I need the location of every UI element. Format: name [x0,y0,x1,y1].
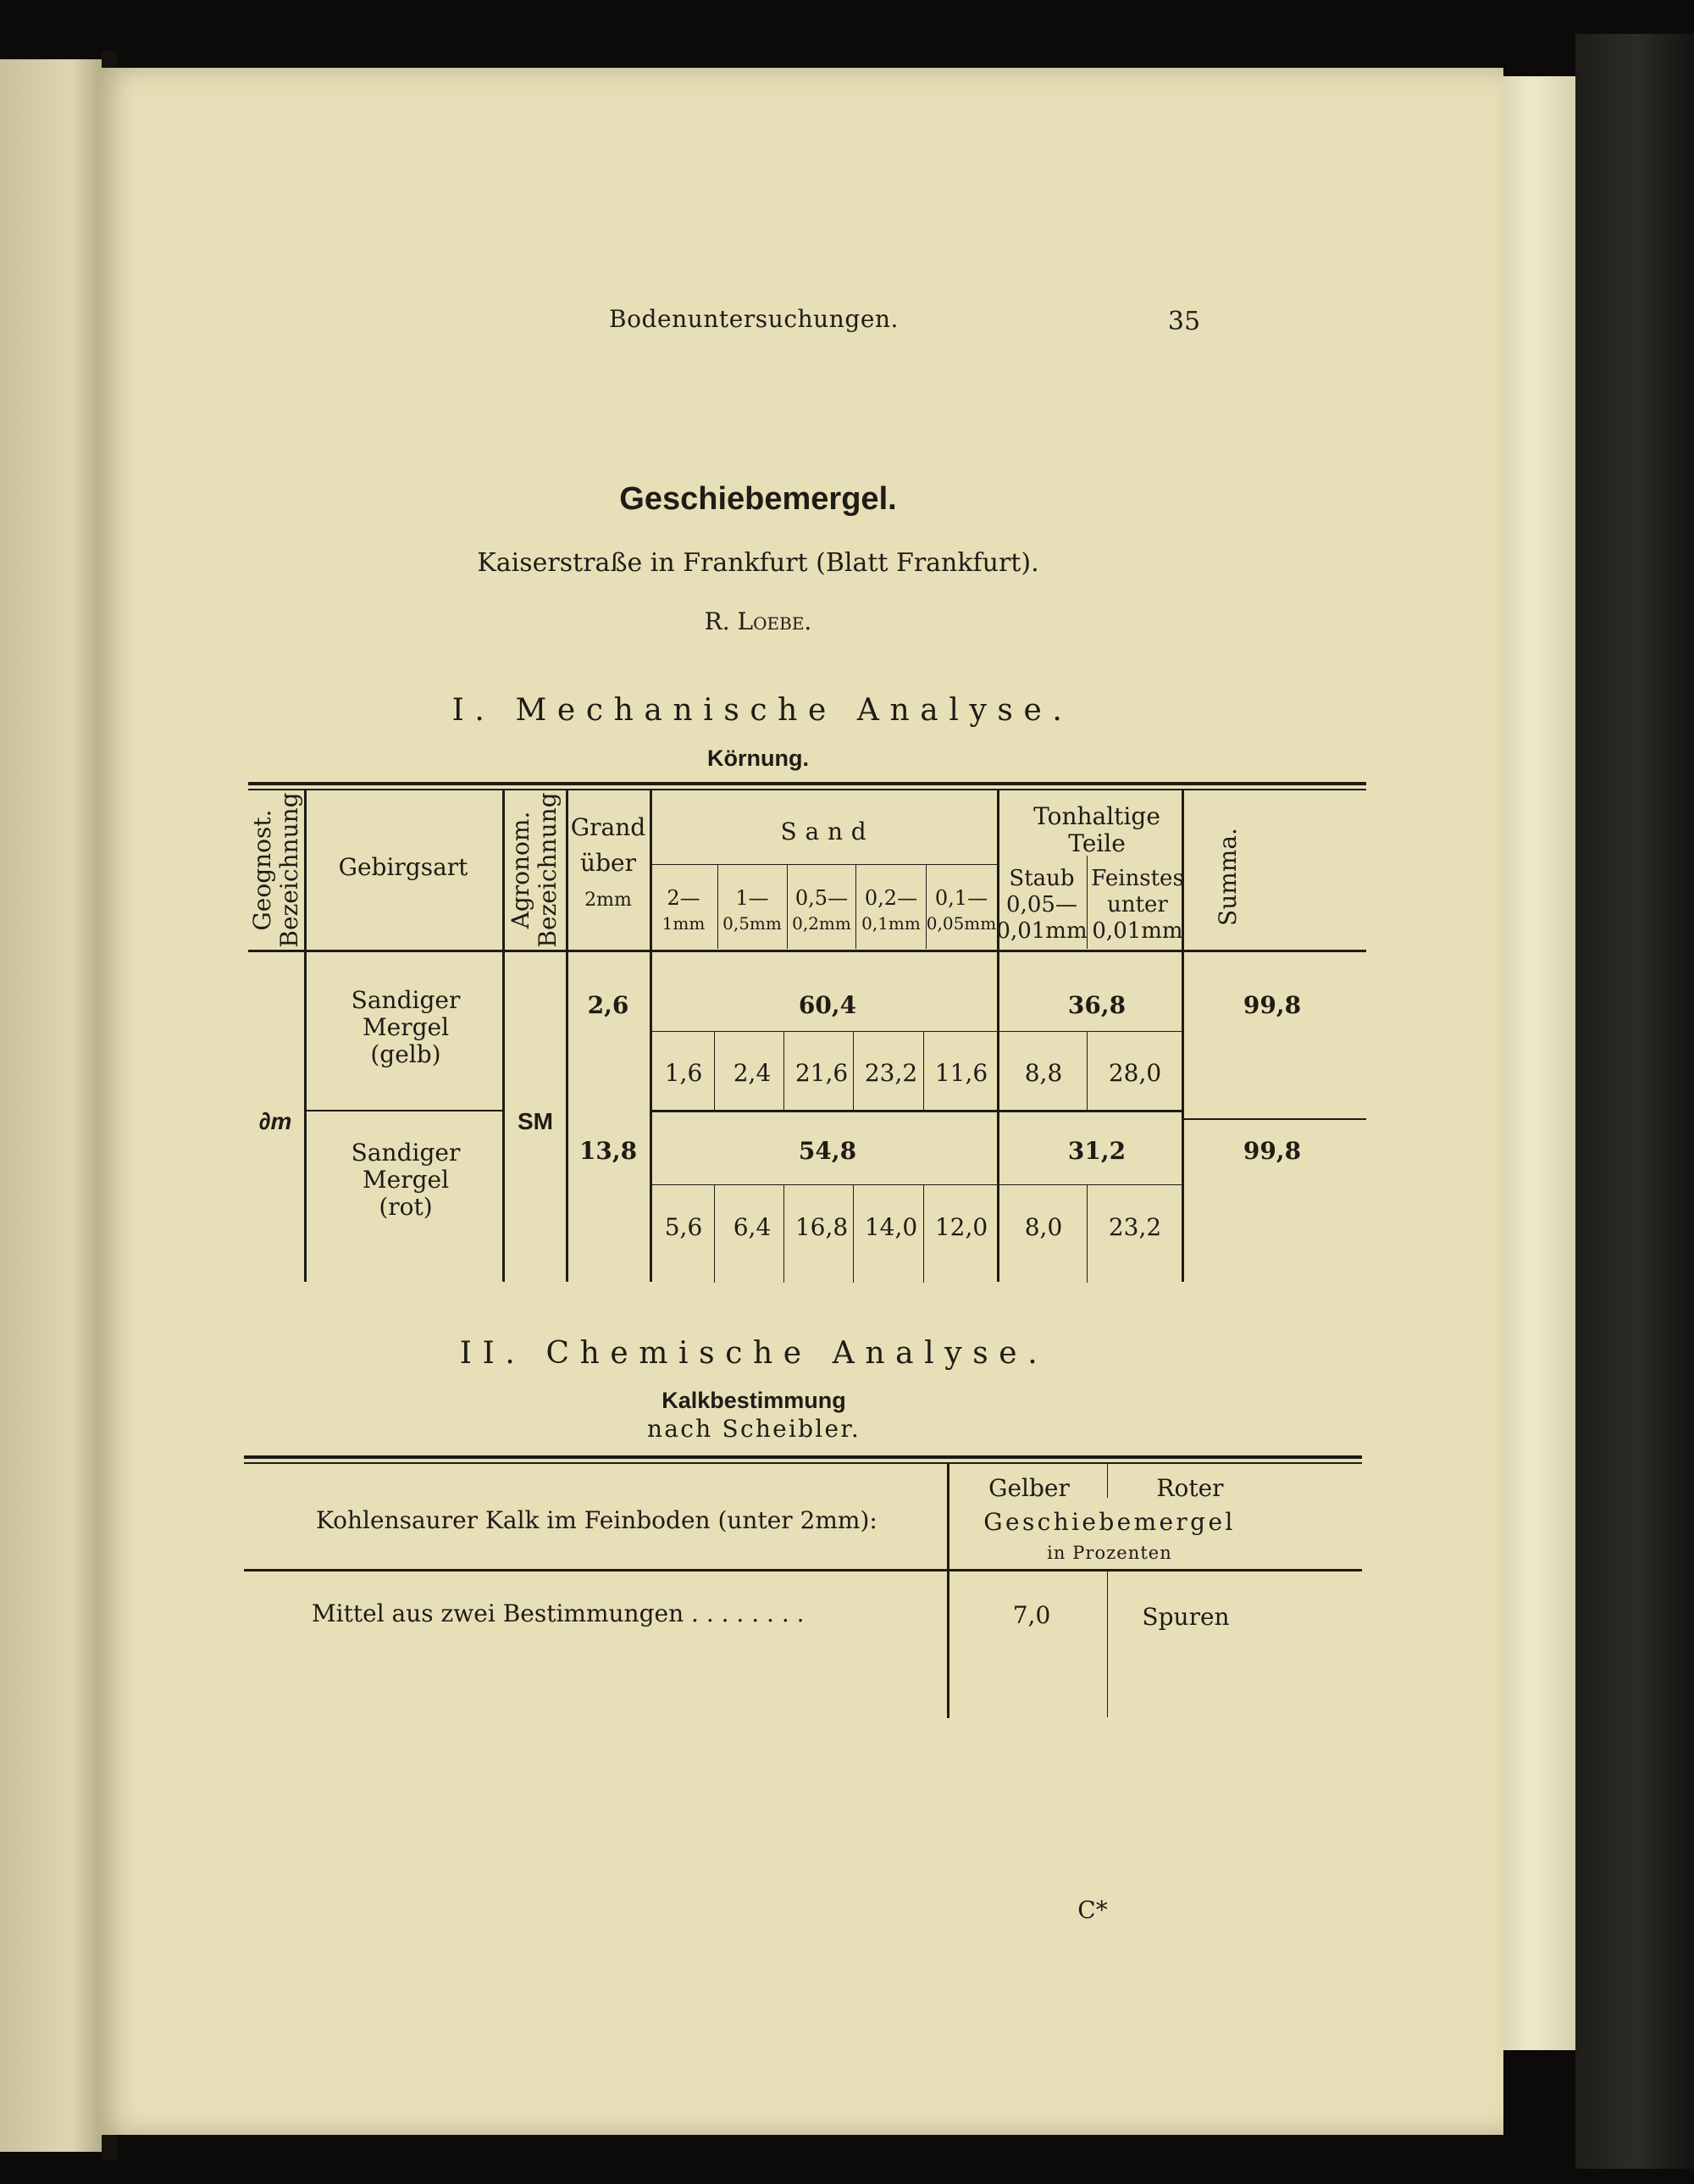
row2-sand-1: 5,6 [664,1213,703,1241]
row1-sand-total: 60,4 [798,991,857,1019]
row1-sand-1: 1,6 [664,1059,703,1087]
header-sand: Sand [780,818,875,845]
book-page [97,68,1503,2135]
row1-ton-total: 36,8 [1067,991,1127,1019]
value-gelber: 7,0 [1012,1601,1051,1629]
section-chemische-method: nach Scheibler. [646,1415,861,1443]
row2-sand-2: 6,4 [733,1213,772,1241]
row1-sand-4: 23,2 [864,1059,918,1087]
row1-sand-5: 11,6 [934,1059,988,1087]
row1-staub: 8,8 [1024,1059,1063,1087]
header-grand-ueber: über [580,849,636,877]
location-line: Kaiserstraße in Frankfurt (Blatt Frankfurt). [477,548,1039,578]
page-number: 35 [1167,307,1201,336]
header-sand-col-2: 1— 0,5mm [722,886,782,934]
header-summa: Summa. [1214,828,1242,926]
row2-sand-3: 16,8 [794,1213,849,1241]
header-sand-col-1: 2— 1mm [662,886,706,934]
row2-sand-4: 14,0 [864,1213,918,1241]
header-geognost: Geognost. Bezeichnung [248,792,303,948]
row2-gebirgsart: Sandiger Mergel (rot) [351,1139,461,1221]
left-page-edge [0,59,102,2152]
row2-summa: 99,8 [1243,1137,1302,1165]
value-roter: Spuren [1142,1603,1230,1631]
col-unit: in Prozenten [1047,1543,1172,1563]
row2-staub: 8,0 [1024,1213,1063,1241]
row2-feinstes: 23,2 [1108,1213,1162,1241]
header-sand-col-5: 0,1— 0,05mm [926,886,997,934]
col-gelber: Gelber [988,1474,1070,1502]
row1-feinstes: 28,0 [1108,1059,1162,1087]
header-tonhaltige: Tonhaltige Teile [1033,802,1160,857]
row1-gebirgsart: Sandiger Mergel (gelb) [351,986,461,1068]
mittel-label: Mittel aus zwei Bestimmungen . . . . . . . . [312,1599,805,1627]
author-line: R. Loebe. [704,607,812,635]
header-gebirgsart: Gebirgsart [338,853,468,881]
section-chemische-title: II. Chemische Analyse. [459,1336,1049,1371]
header-sand-col-3: 0,5— 0,2mm [792,886,851,934]
header-feinstes: Feinstes unter 0,01mm [1091,866,1184,944]
header-staub: Staub 0,05— 0,01mm [996,866,1088,944]
agronom-value: SM [518,1108,553,1134]
header-sand-col-4: 0,2— 0,1mm [861,886,921,934]
signature-mark: C* [1077,1896,1108,1924]
running-title: Bodenuntersuchungen. [608,305,900,333]
kalk-label: Kohlensaurer Kalk im Feinboden (unter 2mm): [316,1506,877,1534]
col-roter: Roter [1156,1474,1224,1502]
row2-grand: 13,8 [579,1137,638,1165]
col-span-geschiebemergel: Geschiebemergel [983,1508,1236,1536]
section-chemische-subtitle: Kalkbestimmung [662,1388,846,1413]
header-grand-size: 2mm [584,890,632,911]
header-agronom: Agronom. Bezeichnung [507,792,562,948]
book-cover [1575,34,1694,2169]
page-title: Geschiebemergel. [619,481,897,517]
row2-sand-total: 54,8 [798,1137,857,1165]
row1-sand-2: 2,4 [733,1059,772,1087]
row2-sand-5: 12,0 [934,1213,988,1241]
section-mechanische-title: I. Mechanische Analyse. [451,693,1073,728]
header-grand: Grand [570,813,646,841]
row1-grand: 2,6 [587,991,629,1019]
geognost-value: ∂m [258,1108,292,1134]
row1-sand-3: 21,6 [794,1059,849,1087]
row1-summa: 99,8 [1243,991,1302,1019]
section-mechanische-subtitle: Körnung. [707,746,809,771]
row2-ton-total: 31,2 [1067,1137,1127,1165]
